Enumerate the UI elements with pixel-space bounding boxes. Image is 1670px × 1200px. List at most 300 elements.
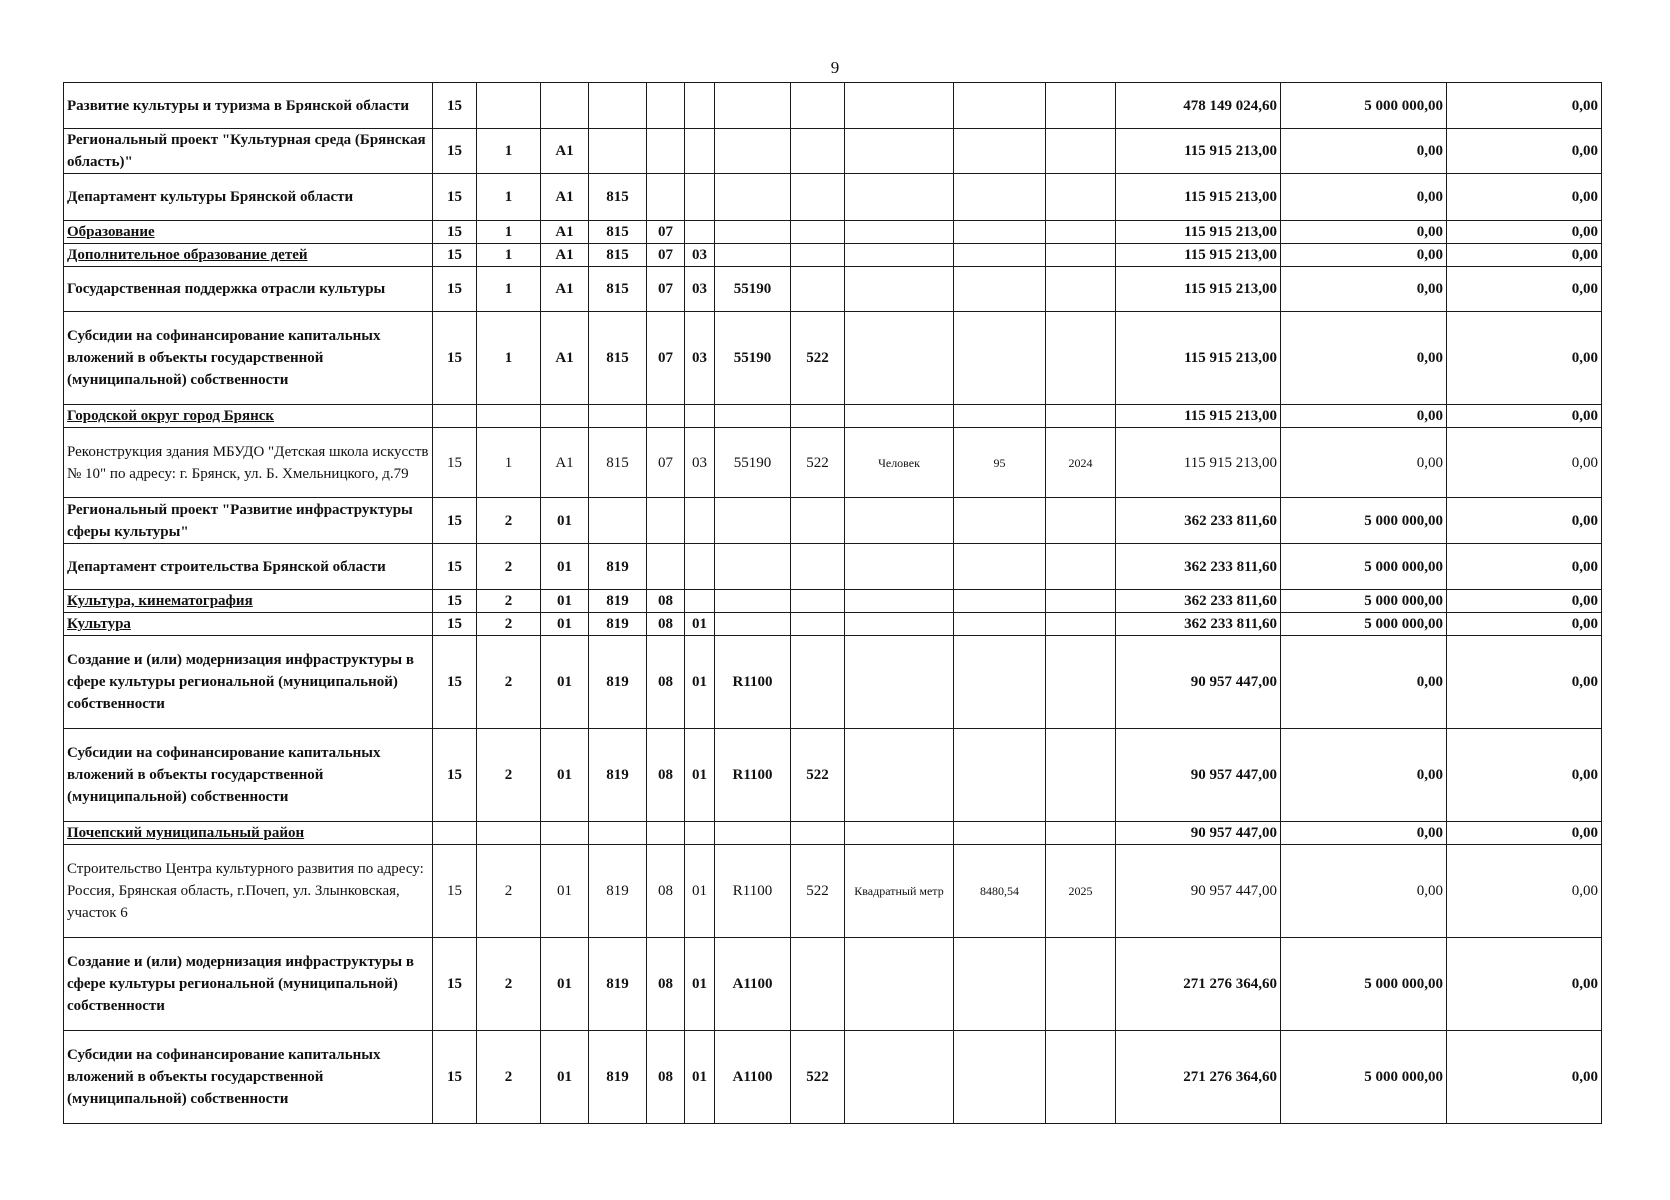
table-cell: 1 [477, 244, 541, 267]
table-cell: 55190 [715, 312, 791, 405]
table-cell: 115 915 213,00 [1116, 428, 1281, 498]
table-cell [477, 83, 541, 129]
table-row [64, 129, 1602, 174]
table-cell: 07 [647, 221, 685, 244]
table-cell: 362 233 811,60 [1116, 498, 1281, 544]
table-cell: 01 [685, 1031, 715, 1124]
table-row [64, 1031, 1602, 1124]
table-cell [845, 729, 954, 822]
table-cell: 08 [647, 729, 685, 822]
table-cell: 0,00 [1447, 405, 1602, 428]
table-cell: 0,00 [1281, 428, 1447, 498]
table-cell [685, 590, 715, 613]
table-cell: 2 [477, 636, 541, 729]
table-cell [589, 405, 647, 428]
table-cell: 1 [477, 428, 541, 498]
table-row [64, 590, 1602, 613]
table-cell: 0,00 [1447, 590, 1602, 613]
table-cell [791, 129, 845, 174]
table-cell: 01 [541, 636, 589, 729]
table-cell [954, 498, 1046, 544]
table-cell: 07 [647, 428, 685, 498]
table-cell: 2 [477, 729, 541, 822]
table-cell: 03 [685, 312, 715, 405]
table-cell: 115 915 213,00 [1116, 405, 1281, 428]
row-name-cell: Строительство Центра культурного развития по адресу: Россия, Брянская область, г.Почеп, ул. Злынковская, участок 6 [64, 845, 433, 938]
table-cell [845, 267, 954, 312]
table-cell [541, 405, 589, 428]
table-cell [954, 636, 1046, 729]
row-name-cell: Реконструкция здания МБУДО "Детская школа искусств № 10" по адресу: г. Брянск, ул. Б. Хмельницкого, д.79 [64, 428, 433, 498]
table-cell: 15 [433, 312, 477, 405]
table-cell [589, 129, 647, 174]
table-cell: 5 000 000,00 [1281, 83, 1447, 129]
table-cell: A1100 [715, 1031, 791, 1124]
table-cell [845, 1031, 954, 1124]
table-cell [954, 822, 1046, 845]
table-cell: 815 [589, 267, 647, 312]
table-cell [1046, 822, 1116, 845]
table-cell: 08 [647, 590, 685, 613]
table-cell: 15 [433, 729, 477, 822]
table-cell: 01 [685, 845, 715, 938]
table-cell: 15 [433, 1031, 477, 1124]
table-cell: 0,00 [1447, 129, 1602, 174]
table-cell [845, 498, 954, 544]
table-cell: 0,00 [1281, 221, 1447, 244]
table-cell: 0,00 [1281, 244, 1447, 267]
table-cell: 01 [541, 590, 589, 613]
table-cell: 0,00 [1447, 845, 1602, 938]
table-cell: 5 000 000,00 [1281, 613, 1447, 636]
table-cell: 01 [541, 1031, 589, 1124]
table-cell [1046, 312, 1116, 405]
table-cell: 819 [589, 590, 647, 613]
table-cell: 08 [647, 636, 685, 729]
table-cell [954, 129, 1046, 174]
table-cell [715, 822, 791, 845]
table-cell: 08 [647, 845, 685, 938]
table-cell [541, 83, 589, 129]
page-number: 9 [830, 58, 840, 77]
table-cell: A1 [541, 221, 589, 244]
row-name-cell: Развитие культуры и туризма в Брянской области [64, 83, 433, 129]
table-cell [1046, 938, 1116, 1031]
row-name-cell: Государственная поддержка отрасли культуры [64, 267, 433, 312]
table-cell: 01 [685, 938, 715, 1031]
table-cell: 15 [433, 267, 477, 312]
table-cell: R1100 [715, 636, 791, 729]
table-cell [647, 405, 685, 428]
table-cell [685, 405, 715, 428]
table-cell [954, 221, 1046, 244]
table-cell: 01 [541, 845, 589, 938]
table-cell [1046, 267, 1116, 312]
table-cell: 01 [541, 544, 589, 590]
row-name-cell: Создание и (или) модернизация инфраструктуры в сфере культуры региональной (муниципальной) собственности [64, 938, 433, 1031]
row-name-cell: Почепский муниципальный район [64, 822, 433, 845]
table-cell [845, 938, 954, 1031]
table-cell: 815 [589, 174, 647, 221]
row-name-cell: Субсидии на софинансирование капитальных вложений в объекты государственной (муниципальной) собственности [64, 1031, 433, 1124]
table-cell [685, 498, 715, 544]
table-cell: 07 [647, 244, 685, 267]
table-cell [791, 590, 845, 613]
table-cell: 815 [589, 428, 647, 498]
table-cell [1046, 613, 1116, 636]
table-cell [845, 83, 954, 129]
table-cell: 1 [477, 221, 541, 244]
table-cell: 2 [477, 613, 541, 636]
table-cell [845, 312, 954, 405]
budget-table [63, 82, 1602, 1124]
table-cell: 2 [477, 590, 541, 613]
table-cell: 90 957 447,00 [1116, 729, 1281, 822]
row-name-cell: Департамент строительства Брянской области [64, 544, 433, 590]
table-cell: A1 [541, 174, 589, 221]
table-cell: 0,00 [1281, 822, 1447, 845]
table-cell [433, 405, 477, 428]
table-cell: 01 [541, 729, 589, 822]
table-cell [791, 613, 845, 636]
table-cell: 15 [433, 544, 477, 590]
table-cell: 15 [433, 613, 477, 636]
table-cell: 5 000 000,00 [1281, 590, 1447, 613]
table-row [64, 636, 1602, 729]
table-cell [715, 129, 791, 174]
table-cell: 819 [589, 845, 647, 938]
table-cell: 478 149 024,60 [1116, 83, 1281, 129]
table-cell [647, 498, 685, 544]
table-row [64, 822, 1602, 845]
row-name-cell: Департамент культуры Брянской области [64, 174, 433, 221]
table-cell [477, 822, 541, 845]
table-cell [433, 822, 477, 845]
table-cell: 95 [954, 428, 1046, 498]
table-row [64, 938, 1602, 1031]
table-cell [954, 544, 1046, 590]
table-cell: 01 [541, 498, 589, 544]
table-cell: 07 [647, 267, 685, 312]
table-row [64, 405, 1602, 428]
row-name-cell: Региональный проект "Развитие инфраструктуры сферы культуры" [64, 498, 433, 544]
table-cell [791, 498, 845, 544]
table-cell [715, 221, 791, 244]
table-cell: 0,00 [1447, 267, 1602, 312]
table-cell [954, 613, 1046, 636]
table-cell: 55190 [715, 267, 791, 312]
table-cell [791, 544, 845, 590]
table-cell: 2024 [1046, 428, 1116, 498]
table-cell: 01 [685, 729, 715, 822]
table-cell: 1 [477, 267, 541, 312]
table-cell: 2 [477, 845, 541, 938]
table-cell: A1 [541, 428, 589, 498]
table-cell: A1 [541, 244, 589, 267]
table-cell: 15 [433, 83, 477, 129]
table-cell [845, 405, 954, 428]
table-cell [647, 129, 685, 174]
table-cell: 115 915 213,00 [1116, 129, 1281, 174]
table-cell [791, 405, 845, 428]
table-cell [845, 129, 954, 174]
table-cell: A1100 [715, 938, 791, 1031]
table-cell: 07 [647, 312, 685, 405]
table-cell [715, 244, 791, 267]
table-cell [954, 174, 1046, 221]
table-cell [791, 267, 845, 312]
table-cell: 15 [433, 590, 477, 613]
table-cell: 90 957 447,00 [1116, 636, 1281, 729]
table-cell: 522 [791, 729, 845, 822]
table-row [64, 729, 1602, 822]
table-cell [1046, 498, 1116, 544]
table-cell: 5 000 000,00 [1281, 1031, 1447, 1124]
table-cell [1046, 83, 1116, 129]
row-name-cell: Дополнительное образование детей [64, 244, 433, 267]
table-cell [589, 498, 647, 544]
table-cell [845, 174, 954, 221]
table-cell [845, 244, 954, 267]
table-cell [791, 221, 845, 244]
table-cell: 0,00 [1447, 938, 1602, 1031]
table-cell [791, 938, 845, 1031]
table-cell [845, 590, 954, 613]
table-cell [954, 312, 1046, 405]
table-row [64, 845, 1602, 938]
table-cell: 0,00 [1281, 729, 1447, 822]
table-cell: A1 [541, 312, 589, 405]
table-cell: 819 [589, 938, 647, 1031]
table-cell [715, 498, 791, 544]
table-cell [1046, 221, 1116, 244]
table-cell [954, 938, 1046, 1031]
table-cell [791, 174, 845, 221]
table-cell [1046, 244, 1116, 267]
table-cell: 819 [589, 729, 647, 822]
table-cell: Человек [845, 428, 954, 498]
table-cell [954, 729, 1046, 822]
table-cell [1046, 636, 1116, 729]
table-cell: 15 [433, 244, 477, 267]
table-cell [1046, 590, 1116, 613]
table-cell: 08 [647, 1031, 685, 1124]
row-name-cell: Образование [64, 221, 433, 244]
table-cell: 0,00 [1281, 845, 1447, 938]
table-cell: 01 [541, 938, 589, 1031]
table-cell [685, 129, 715, 174]
table-cell: 0,00 [1447, 822, 1602, 845]
table-cell [589, 83, 647, 129]
table-cell: 522 [791, 428, 845, 498]
table-cell [589, 822, 647, 845]
table-cell: 15 [433, 845, 477, 938]
table-cell: A1 [541, 129, 589, 174]
table-cell: 15 [433, 636, 477, 729]
table-cell [791, 83, 845, 129]
table-body [64, 83, 1602, 1124]
table-row [64, 174, 1602, 221]
table-cell: 0,00 [1447, 244, 1602, 267]
table-cell [954, 267, 1046, 312]
table-cell: 2 [477, 544, 541, 590]
table-cell: 2 [477, 498, 541, 544]
table-cell: R1100 [715, 845, 791, 938]
table-cell: 0,00 [1447, 636, 1602, 729]
table-cell: 0,00 [1447, 498, 1602, 544]
table-cell: 115 915 213,00 [1116, 221, 1281, 244]
table-cell [845, 221, 954, 244]
table-cell [685, 822, 715, 845]
table-cell [715, 405, 791, 428]
table-cell: 0,00 [1281, 174, 1447, 221]
table-row [64, 221, 1602, 244]
table-cell: 01 [541, 613, 589, 636]
table-cell [685, 544, 715, 590]
table-cell: 819 [589, 636, 647, 729]
table-cell: 8480,54 [954, 845, 1046, 938]
table-cell [845, 544, 954, 590]
table-cell: 5 000 000,00 [1281, 938, 1447, 1031]
table-cell: 15 [433, 938, 477, 1031]
table-cell: 0,00 [1447, 83, 1602, 129]
table-cell: 1 [477, 129, 541, 174]
table-cell [715, 83, 791, 129]
table-cell: 522 [791, 312, 845, 405]
table-cell: 08 [647, 613, 685, 636]
table-row [64, 244, 1602, 267]
table-cell: 0,00 [1447, 221, 1602, 244]
table-cell: 362 233 811,60 [1116, 613, 1281, 636]
table-cell [685, 174, 715, 221]
table-cell: 815 [589, 312, 647, 405]
table-cell: 819 [589, 1031, 647, 1124]
table-row [64, 613, 1602, 636]
table-cell: 03 [685, 244, 715, 267]
table-cell: 362 233 811,60 [1116, 544, 1281, 590]
table-cell: 0,00 [1447, 729, 1602, 822]
table-cell: 0,00 [1281, 312, 1447, 405]
table-cell [541, 822, 589, 845]
table-cell: 90 957 447,00 [1116, 845, 1281, 938]
table-cell: 522 [791, 1031, 845, 1124]
table-cell: 0,00 [1447, 174, 1602, 221]
table-cell: 5 000 000,00 [1281, 544, 1447, 590]
table-cell [791, 636, 845, 729]
table-cell: 115 915 213,00 [1116, 267, 1281, 312]
table-cell [954, 244, 1046, 267]
table-cell: 03 [685, 428, 715, 498]
table-row [64, 312, 1602, 405]
table-cell: 0,00 [1281, 267, 1447, 312]
table-cell [845, 613, 954, 636]
table-cell: 15 [433, 174, 477, 221]
table-cell: 0,00 [1447, 312, 1602, 405]
row-name-cell: Городской округ город Брянск [64, 405, 433, 428]
table-cell [1046, 174, 1116, 221]
table-cell [791, 822, 845, 845]
table-cell: 815 [589, 244, 647, 267]
table-cell: 0,00 [1447, 544, 1602, 590]
table-cell [954, 1031, 1046, 1124]
table-cell: 271 276 364,60 [1116, 1031, 1281, 1124]
row-name-cell: Субсидии на софинансирование капитальных вложений в объекты государственной (муниципальной) собственности [64, 729, 433, 822]
table-cell [477, 405, 541, 428]
table-cell [1046, 544, 1116, 590]
table-cell: 03 [685, 267, 715, 312]
table-cell [1046, 129, 1116, 174]
table-cell: 115 915 213,00 [1116, 174, 1281, 221]
table-cell: 15 [433, 221, 477, 244]
table-cell: 522 [791, 845, 845, 938]
table-cell [1046, 729, 1116, 822]
table-cell: 271 276 364,60 [1116, 938, 1281, 1031]
table-cell [647, 83, 685, 129]
table-cell: 0,00 [1447, 428, 1602, 498]
table-cell [647, 544, 685, 590]
table-cell: R1100 [715, 729, 791, 822]
table-cell: 15 [433, 129, 477, 174]
table-cell: 115 915 213,00 [1116, 312, 1281, 405]
table-cell [845, 822, 954, 845]
table-cell [715, 613, 791, 636]
table-cell: 2 [477, 938, 541, 1031]
table-cell: A1 [541, 267, 589, 312]
table-row [64, 498, 1602, 544]
row-name-cell: Создание и (или) модернизация инфраструктуры в сфере культуры региональной (муниципальной) собственности [64, 636, 433, 729]
table-cell [715, 174, 791, 221]
table-cell [647, 822, 685, 845]
table-cell [845, 636, 954, 729]
table-cell: 815 [589, 221, 647, 244]
table-cell: 90 957 447,00 [1116, 822, 1281, 845]
table-cell [791, 244, 845, 267]
table-cell: 362 233 811,60 [1116, 590, 1281, 613]
table-cell: 819 [589, 613, 647, 636]
table-cell: 2025 [1046, 845, 1116, 938]
row-name-cell: Культура [64, 613, 433, 636]
table-cell: 2 [477, 1031, 541, 1124]
table-cell: 819 [589, 544, 647, 590]
table-cell: 0,00 [1281, 405, 1447, 428]
table-cell: 15 [433, 428, 477, 498]
table-cell: 115 915 213,00 [1116, 244, 1281, 267]
table-cell: 0,00 [1447, 613, 1602, 636]
table-cell [954, 590, 1046, 613]
table-cell [954, 83, 1046, 129]
table-cell: 0,00 [1447, 1031, 1602, 1124]
table-row [64, 83, 1602, 129]
table-cell [1046, 1031, 1116, 1124]
table-row [64, 544, 1602, 590]
table-row [64, 428, 1602, 498]
table-cell [685, 83, 715, 129]
table-cell: 01 [685, 613, 715, 636]
table-cell [685, 221, 715, 244]
table-cell: 5 000 000,00 [1281, 498, 1447, 544]
table-cell: 01 [685, 636, 715, 729]
table-cell: 0,00 [1281, 129, 1447, 174]
table-cell [954, 405, 1046, 428]
table-cell [715, 590, 791, 613]
table-cell: 15 [433, 498, 477, 544]
table-cell [1046, 405, 1116, 428]
table-cell: Квадратный метр [845, 845, 954, 938]
table-cell: 1 [477, 312, 541, 405]
table-cell [715, 544, 791, 590]
row-name-cell: Культура, кинематография [64, 590, 433, 613]
table-cell: 1 [477, 174, 541, 221]
